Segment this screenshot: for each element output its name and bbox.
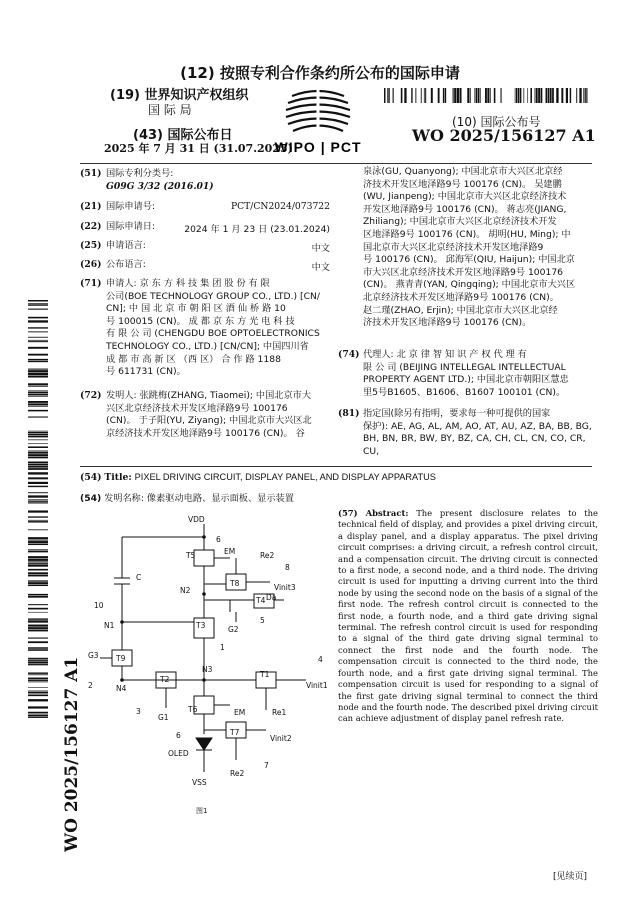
label-g1: G1 (158, 713, 169, 722)
label-oled: OLED (168, 749, 189, 758)
label-t7: T7 (230, 728, 240, 737)
label-t4: T4 (256, 596, 266, 605)
field-81-states (363, 408, 595, 458)
label-re2b: Re2 (230, 769, 245, 778)
title-cn-label: 发明名称: (104, 493, 144, 504)
field-26-value: 中文 (311, 262, 330, 273)
label-em1: EM (224, 547, 236, 556)
label-re1: Re1 (272, 708, 287, 717)
text-line: (CN)。 燕青青(YAN, Qingqing); 中国北京市大兴区 (363, 279, 576, 291)
figure-label: 图1 (196, 807, 208, 815)
text-line: 发明人: 张跳梅(ZHANG, Tiaomei); 中国北京市大 (106, 390, 312, 401)
field-26-code: (26) (80, 259, 102, 270)
wipo-logo (268, 88, 368, 158)
text-line: 济技术开发区地泽路9号 100176 (CN)。 (363, 317, 532, 329)
label-t9: T9 (116, 654, 126, 663)
field-72-code: (72) (80, 390, 102, 401)
organization-bureau: 国 际 局 (148, 103, 192, 117)
field-21-label: 国际申请号: (106, 201, 156, 212)
label-t1: T1 (260, 670, 270, 679)
abstract-text: The present disclosure relates to the technical field of display, and provides a pixel driving circuit, a display panel, and a display apparatus. The pixel driving circuit comprises: a driving circuit, a refresh control circuit, and a compensation circuit. The driving circuit is connected to a first node, a second node, and a third node. The driving circuit is used for inputting a driving current into the third node by using the second node on the basis of a signal of the first node. The refresh control circuit is connected to the first node, a fourth node, and a third gate driving signal terminal. The refresh control circuit is used for responding to a signal of the third gate driving signal terminal to connect the first node and the fourth node. The compensation circuit is connected to the third node, the fourth node, and a first gate driving signal terminal. The compensation circuit is used for responding to a signal of the first gate driving signal terminal to connect the third node and the fourth node. The described pixel driving circuit can achieve adjustment of display panel refresh rate. (338, 508, 598, 724)
text-line: PROPERTY AGENT LTD.); 中国北京市朝阳区慧忠 (363, 374, 569, 386)
title-en-text: PIXEL DRIVING CIRCUIT, DISPLAY PANEL, AND DISPLAY APPARATUS (134, 472, 436, 482)
field-22-label: 国际申请日: (106, 221, 156, 232)
label-4: 4 (318, 655, 323, 664)
publication-number-label: (10) 国际公布号 (452, 115, 541, 129)
text-line: 限 公 司 (BEIJING INTELLEGAL INTELLECTUAL (363, 361, 566, 373)
title-chinese (80, 490, 294, 504)
label-t8: T8 (230, 579, 240, 588)
field-81-code: (81) (338, 408, 360, 419)
label-da: Da (266, 593, 277, 602)
label-1: 1 (220, 643, 225, 652)
text-line: 号 100176 (CN)。 邱海军(QIU, Haijun); 中国北京 (363, 254, 575, 266)
margin-publication-number: WO 2025/156127 A1 (62, 656, 82, 852)
field-51-code: (51) (80, 168, 102, 179)
text-line: BH, BN, BR, BW, BY, BZ, CA, CH, CL, CN, CO, CR, CU, (363, 433, 586, 457)
label-5: 5 (260, 616, 265, 625)
continued-note: [见续页] (553, 872, 588, 882)
field-26-label: 公布语言: (106, 259, 146, 270)
title-cn-text: 像素驱动电路、显示面板、显示装置 (146, 493, 294, 504)
field-21-value: PCT/CN2024/073722 (230, 201, 330, 212)
text-line: 号 100015 (CN)。 成 都 京 东 方 光 电 科 技 (106, 315, 295, 327)
text-line: Zhiliang); 中国北京市大兴区北京经济技术开发 (363, 216, 557, 228)
field-51-label: 国际专利分类号: (106, 168, 174, 179)
text-line: 申请人: 京 东 方 科 技 集 团 股 份 有 限 (106, 278, 270, 289)
label-vss: VSS (192, 778, 207, 787)
label-n4: N4 (116, 684, 127, 693)
field-25-code: (25) (80, 240, 102, 251)
field-22-code: (22) (80, 221, 102, 232)
field-74-agent (363, 349, 595, 399)
label-6b: 6 (176, 731, 181, 740)
abstract (338, 508, 598, 725)
text-line: 里5号B1605、B1606、B1607 100101 (CN)。 (363, 386, 566, 398)
label-em2: EM (234, 708, 246, 717)
label-vinit3: Vinit3 (274, 583, 296, 592)
text-line: 公司(BOE TECHNOLOGY GROUP CO., LTD.) [CN/ (106, 290, 321, 302)
label-vinit1: Vinit1 (306, 681, 328, 690)
text-line: 开发区地泽路9号 100176 (CN)。 蒋志亮(JIANG, (363, 203, 567, 215)
field-25-value: 中文 (311, 243, 330, 254)
publication-date: 2025 年 7 月 31 日 (31.07.2025) (104, 142, 293, 155)
text-line: 保护): AE, AG, AL, AM, AO, AT, AU, AZ, BA, BB, BG, (363, 420, 592, 432)
header-divider (80, 163, 592, 164)
publication-number: WO 2025/156127 A1 (412, 126, 596, 145)
text-line: TECHNOLOGY CO., LTD.) [CN/CN]; 中国四川省 (106, 340, 309, 352)
field-51-value: G09G 3/32 (2016.01) (106, 181, 214, 192)
field-22-value: 2024 年 1 月 23 日 (23.01.2024) (184, 224, 330, 235)
field-25-label: 申请语言: (106, 240, 146, 251)
text-line: 市大兴区北京经济技术开发区地泽路9号 100176 (363, 266, 564, 278)
text-line: (WU, Jianpeng); 中国北京市大兴区北京经济技术 (363, 191, 567, 203)
biblio-divider (80, 466, 592, 467)
label-8: 8 (285, 563, 290, 572)
circuit-diagram (80, 510, 330, 795)
title-cn-code: (54) (80, 493, 102, 504)
text-line: 兴区北京经济技术开发区地泽路9号 100176 (106, 402, 288, 414)
organization-name: (19) 世界知识产权组织 (110, 88, 249, 103)
label-g2: G2 (228, 625, 239, 634)
title-english (80, 472, 436, 483)
text-line: (CN)。 于子阳(YU, Ziyang); 中国北京市大兴区北 (106, 415, 312, 427)
field-71-applicants (106, 278, 331, 379)
text-line: 国北京市大兴区北京经济技术开发区地泽路9 (363, 241, 544, 253)
text-line: 赵二瑾(ZHAO, Erjin); 中国北京市大兴区北京经 (363, 304, 558, 316)
title-en-code: (54) (80, 472, 102, 483)
document-title: (12) 按照专利合作条约所公布的国际申请 (180, 64, 460, 82)
label-3: 3 (136, 707, 141, 716)
label-2: 2 (88, 681, 93, 690)
wipo-logo-text: WIPO | PCT (274, 139, 362, 155)
text-line: 代理人: 北 京 律 智 知 识 产 权 代 理 有 (363, 349, 527, 360)
label-vdd: VDD (188, 515, 205, 524)
barcode-vertical (28, 300, 48, 718)
text-line: 指定国(除另有指明，要求每一种可提供的国家 (363, 408, 551, 419)
label-t2: T2 (160, 675, 170, 684)
field-74-code: (74) (338, 349, 360, 360)
text-line: 成 都 市 高 新 区 （西 区） 合 作 路 1188 (106, 353, 281, 365)
text-line: 号 611731 (CN)。 (106, 366, 186, 378)
title-en-label: Title: (104, 472, 132, 483)
label-7: 7 (264, 761, 269, 770)
label-g3: G3 (88, 651, 99, 660)
text-line: 泉泳(GU, Quanyong); 中国北京市大兴区北京经 (363, 166, 563, 177)
text-line: 济技术开发区地泽路9号 100176 (CN)。 吴建鹏 (363, 178, 562, 190)
field-71-code: (71) (80, 278, 102, 289)
text-line: 北京经济技术开发区地泽路9号 100176 (CN)。 (363, 291, 559, 303)
text-line: 有 限 公 司 (CHENGDU BOE OPTOELECTRONICS (106, 328, 320, 340)
label-n1: N1 (104, 621, 115, 630)
label-6a: 6 (216, 535, 221, 544)
barcode-top (384, 88, 592, 103)
text-line: 区地泽路9号 100176 (CN)。 胡明(HU, Ming); 中 (363, 228, 571, 240)
label-t6: T6 (188, 705, 198, 714)
label-n3: N3 (202, 665, 213, 674)
label-10: 10 (94, 601, 104, 610)
field-72-inventors (106, 390, 331, 440)
abstract-label: (57) Abstract: (338, 508, 409, 518)
label-re2a: Re2 (260, 551, 275, 560)
publication-date-label: (43) 国际公布日 (133, 128, 233, 143)
field-21-code: (21) (80, 201, 102, 212)
inventors-continued (363, 166, 595, 330)
label-t3: T3 (196, 621, 206, 630)
text-line: CN]; 中 国 北 京 市 朝 阳 区 酒 仙 桥 路 10 (106, 303, 286, 315)
label-vinit2: Vinit2 (270, 734, 292, 743)
label-n2: N2 (180, 586, 191, 595)
label-c: C (136, 573, 142, 582)
text-line: 京经济技术开发区地泽路9号 100176 (CN)。 谷 (106, 427, 305, 439)
label-t5: T5 (186, 551, 196, 560)
